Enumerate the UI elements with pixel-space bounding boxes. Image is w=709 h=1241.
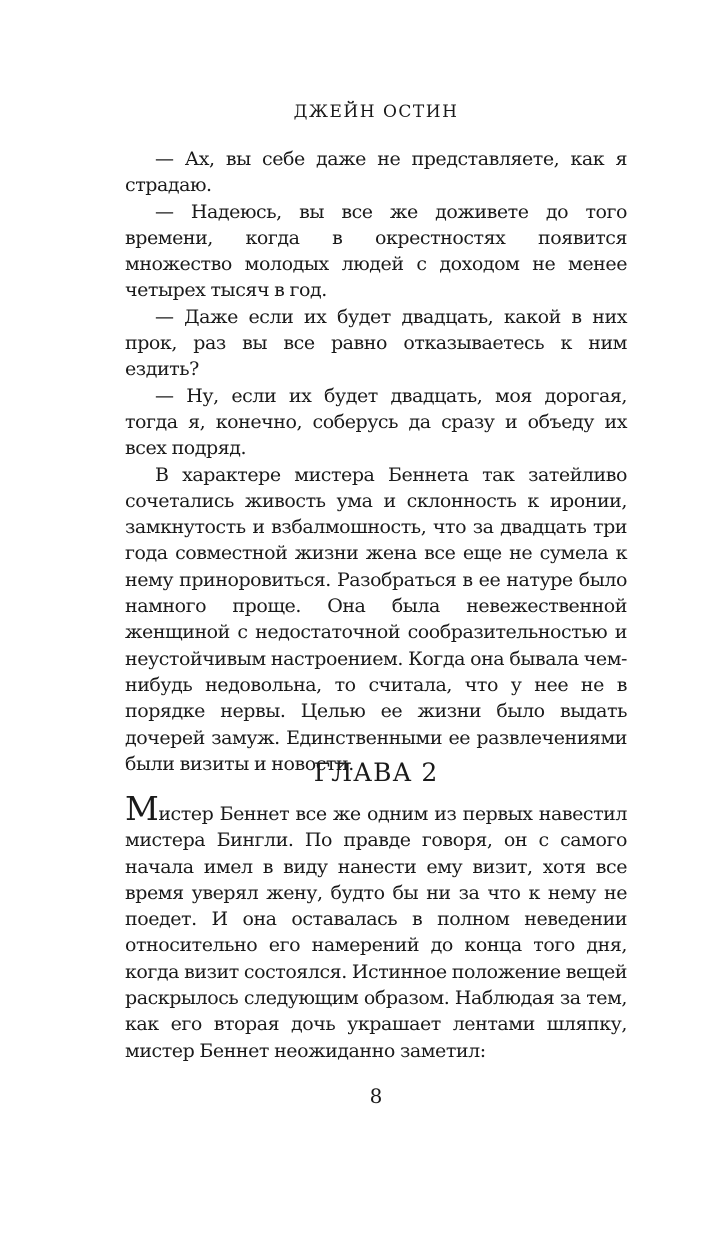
chapter-title: ГЛАВА 2 <box>313 758 439 787</box>
book-page <box>125 0 627 1241</box>
dialogue-paragraph: — Надеюсь, вы все же доживете до того времени, когда в окрестностях появится множество молодых людей с доходом не менее четырех тысяч в год. <box>125 200 627 302</box>
running-head: ДЖЕЙН ОСТИН <box>293 102 459 122</box>
page-number: 8 <box>369 1084 383 1108</box>
drop-cap: М <box>125 789 159 828</box>
text-block-chapter <box>125 789 627 1064</box>
chapter-opening-text: истер Беннет все же одним из первых навестил мистера Бингли. По правде говоря, он с самого начала имел в виду нанести ему визит, хотя все время уверял жену, будто бы ни за что к нему не поедет. И она оставалась в полном неведении относительно его намерений до конца того дня, когда визит состоялся. Истинное положение вещей раскрылось следующим образом. Наблюдая за тем, как его вторая дочь украшает лентами шляпку, мистер Беннет неожиданно заметил: <box>125 803 627 1062</box>
dialogue-paragraph: — Ну, если их будет двадцать, моя дорогая, тогда я, конечно, соберусь да сразу и объеду их всех подряд. <box>125 384 627 460</box>
narrative-paragraph: В характере мистера Беннета так затейливо сочетались живость ума и склонность к иронии, замкнутость и взбалмошность, что за двадцать три года совместной жизни жена все еще не сумела к нему приноровиться. Разобраться в ее натуре было намного проще. Она была невежественной женщиной с недостаточной сообразительностью и неустойчивым настроением. Когда она бывала чем-нибудь недовольна, то считала, что у нее не в порядке нервы. Целью ее жизни было выдать дочерей замуж. Единственными ее развлечениями были визиты и новости. <box>125 463 627 775</box>
dialogue-paragraph: — Ах, вы себе даже не представляете, как я страдаю. <box>125 148 627 197</box>
text-block-top <box>125 146 627 777</box>
dialogue-paragraph: — Даже если их будет двадцать, какой в них прок, раз вы все равно отказываетесь к ним ездить? <box>125 305 627 381</box>
chapter-opening-paragraph <box>125 789 627 1064</box>
